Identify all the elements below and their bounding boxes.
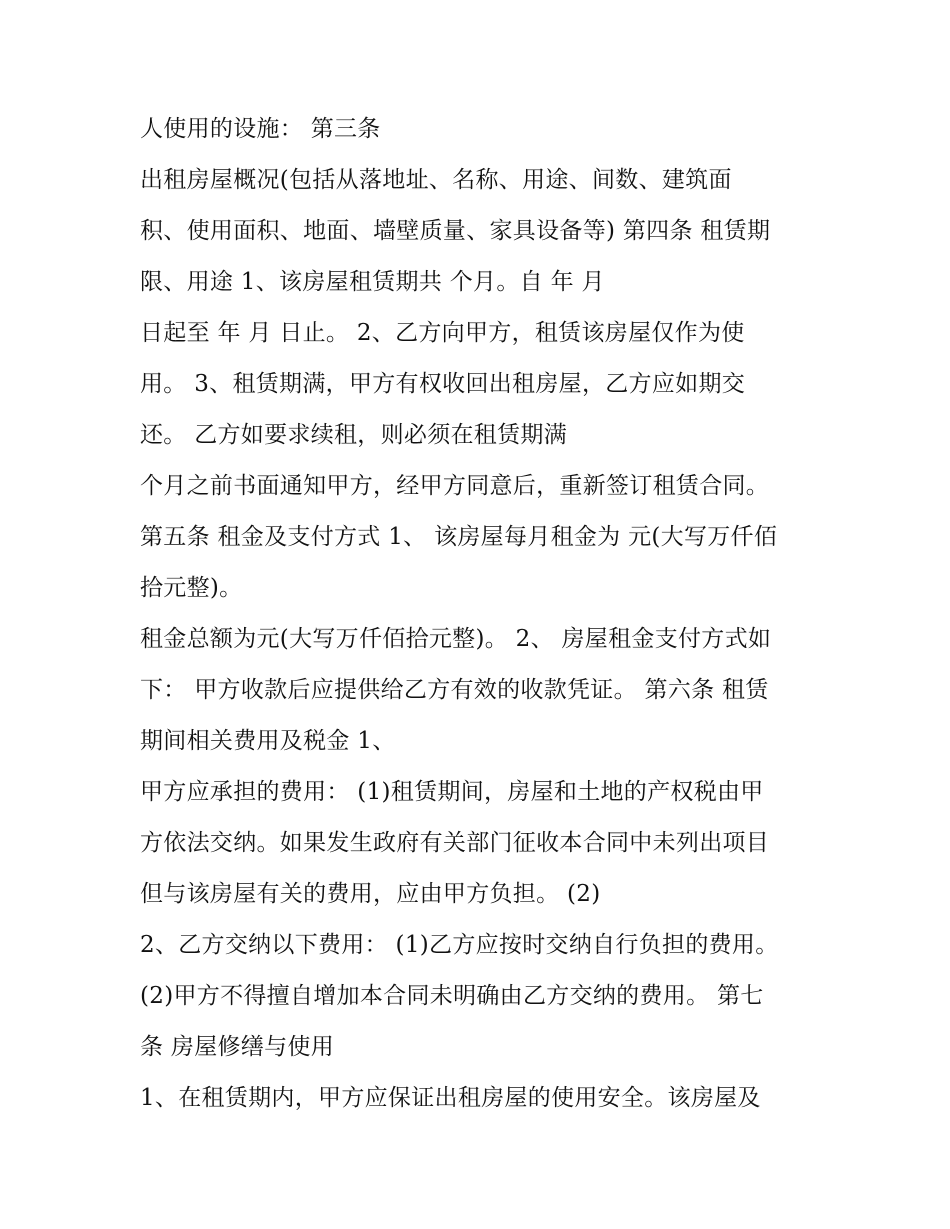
text-line: 日起至 年 月 日止。 2、乙方向甲方，租赁该房屋仅作为使 [140,320,745,346]
text-line: 条 房屋修缮与使用 [140,1034,335,1060]
text-line: 2、乙方交纳以下费用： (1)乙方应按时交纳自行负担的费用。 [140,932,779,958]
text-line: 期间相关费用及税金 1、 [140,728,396,754]
text-line: 方依法交纳。如果发生政府有关部门征收本合同中未列出项目 [140,830,770,856]
text-line: 限、用途 1、该房屋租赁期共 个月。自 年 月 [140,269,605,295]
text-line: 甲方应承担的费用： (1)租赁期间，房屋和土地的产权税由甲 [140,779,764,805]
text-line: 还。 乙方如要求续租，则必须在租赁期满 [140,422,568,448]
text-line: 拾元整)。 [140,575,243,601]
text-line: 租金总额为元(大写万仟佰拾元整)。 2、 房屋租金支付方式如 [140,626,772,652]
text-line: 第五条 租金及支付方式 1、 该房屋每月租金为 元(大写万仟佰 [140,524,778,550]
text-line: 1、在租赁期内，甲方应保证出租房屋的使用安全。该房屋及 [140,1085,761,1111]
text-line: (2)甲方不得擅自增加本合同未明确由乙方交纳的费用。 第七 [140,983,764,1009]
text-line: 下： 甲方收款后应提供给乙方有效的收款凭证。 第六条 租赁 [140,677,769,703]
text-line: 人使用的设施： 第三条 [140,116,381,142]
text-line: 个月之前书面通知甲方，经甲方同意后，重新签订租赁合同。 [140,473,770,499]
text-line: 用。 3、租赁期满，甲方有权收回出租房屋，乙方应如期交 [140,371,746,397]
document-body [140,104,830,1124]
text-line: 出租房屋概况(包括从落地址、名称、用途、间数、建筑面 [140,167,732,193]
text-line: 积、使用面积、地面、墙壁质量、家具设备等) 第四条 租赁期 [140,218,771,244]
text-line: 但与该房屋有关的费用，应由甲方负担。 (2) [140,881,601,907]
